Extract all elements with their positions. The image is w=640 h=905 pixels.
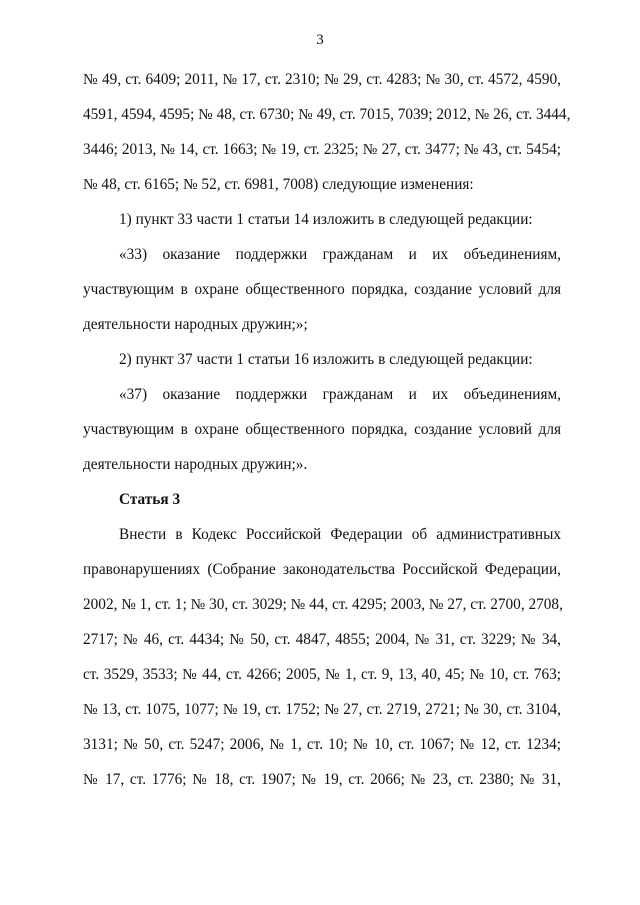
text-line: 2002, № 1, ст. 1; № 30, ст. 3029; № 44, ст. 4295; 2003, № 27, ст. 2700, 2708,	[83, 596, 563, 613]
text-line: 4591, 4594, 4595; № 48, ст. 6730; № 49, ст. 7015, 7039; 2012, № 26, ст. 3444,	[83, 106, 571, 123]
text-line: ст. 3529, 3533; № 44, ст. 4266; 2005, № 1, ст. 9, 13, 40, 45; № 10, ст. 763;	[83, 666, 561, 683]
article-heading: Статья 3	[119, 491, 181, 508]
text-line: деятельности народных дружин;».	[83, 456, 308, 473]
text-line: участвующим в охране общественного порядка, создание условий для	[83, 281, 561, 298]
text-line: участвующим в охране общественного порядка, создание условий для	[83, 421, 561, 438]
text-line: № 17, ст. 1776; № 18, ст. 1907; № 19, ст. 2066; № 23, ст. 2380; № 31,	[83, 771, 561, 788]
text-line: 2717; № 46, ст. 4434; № 50, ст. 4847, 4855; 2004, № 31, ст. 3229; № 34,	[83, 631, 561, 648]
text-line: 3131; № 50, ст. 5247; 2006, № 1, ст. 10; № 10, ст. 1067; № 12, ст. 1234;	[83, 736, 561, 753]
text-line: 3446; 2013, № 14, ст. 1663; № 19, ст. 2325; № 27, ст. 3477; № 43, ст. 5454;	[83, 141, 561, 158]
text-line: № 13, ст. 1075, 1077; № 19, ст. 1752; № 27, ст. 2719, 2721; № 30, ст. 3104,	[83, 701, 561, 718]
page-number: 3	[316, 32, 324, 48]
text-line: «37) оказание поддержки гражданам и их объединениям,	[119, 386, 561, 403]
text-line: 2) пункт 37 части 1 статьи 16 изложить в следующей редакции:	[119, 351, 533, 368]
text-line: Внести в Кодекс Российской Федерации об административных	[119, 526, 561, 543]
text-line: № 49, ст. 6409; 2011, № 17, ст. 2310; № 29, ст. 4283; № 30, ст. 4572, 4590,	[83, 71, 561, 88]
text-line: правонарушениях (Собрание законодательства Российской Федерации,	[83, 561, 561, 578]
text-line: «33) оказание поддержки гражданам и их объединениям,	[119, 246, 561, 263]
text-line: деятельности народных дружин;»;	[83, 316, 308, 333]
text-line: № 48, ст. 6165; № 52, ст. 6981, 7008) следующие изменения:	[83, 176, 474, 193]
text-line: 1) пункт 33 части 1 статьи 14 изложить в следующей редакции:	[119, 211, 533, 228]
